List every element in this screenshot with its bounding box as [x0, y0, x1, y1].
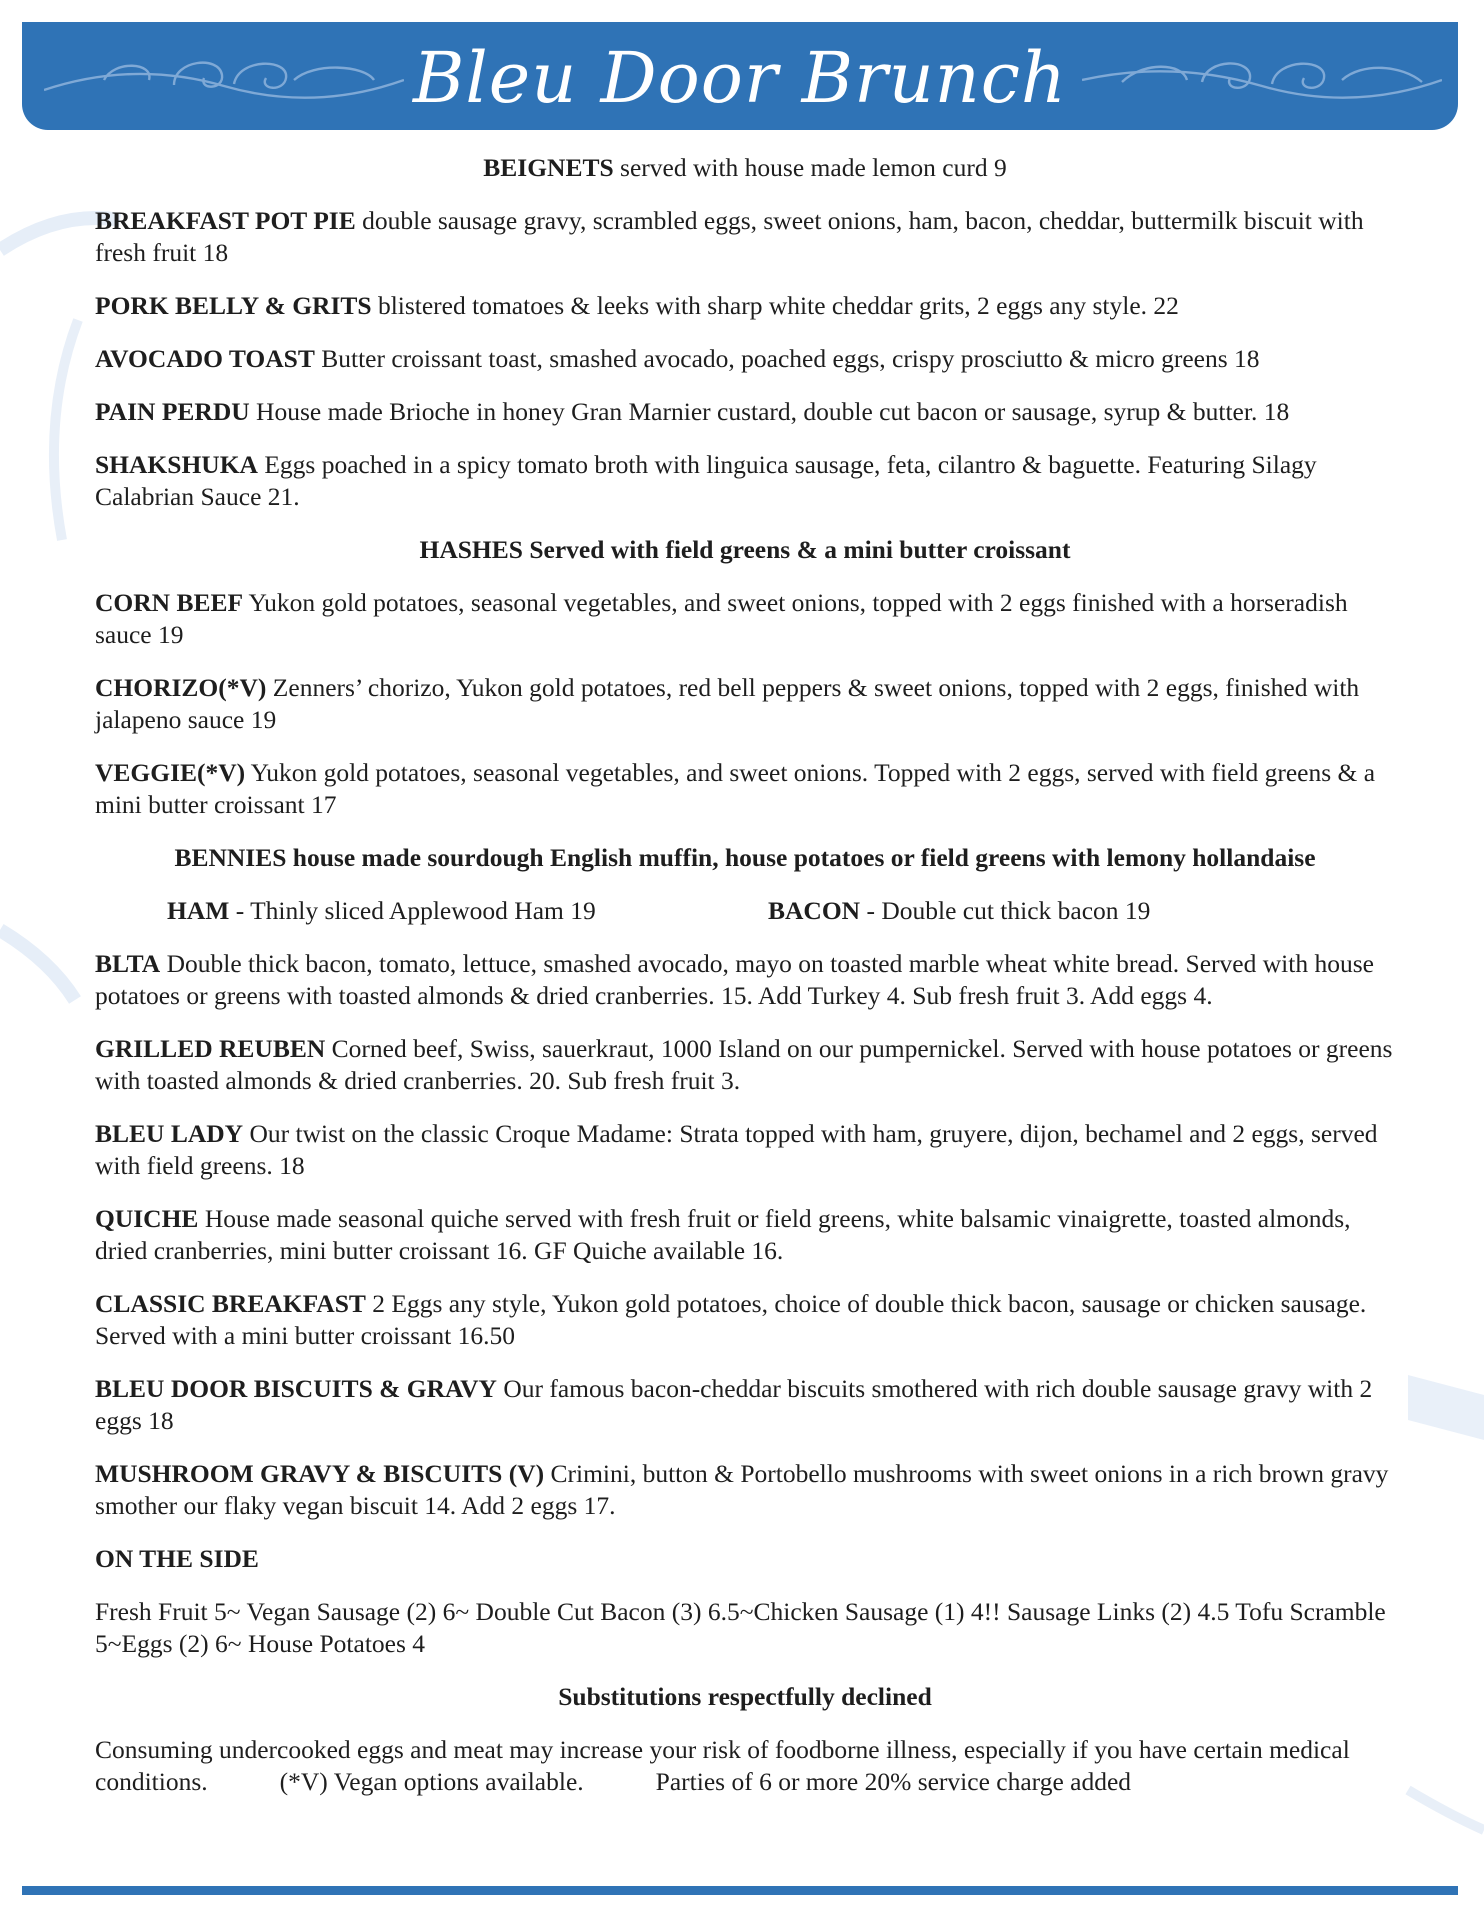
item-description: Butter croissant toast, smashed avocado, poached eggs, crispy prosciutto & micro greens 18: [314, 344, 1260, 373]
bennies-bacon: [768, 895, 1150, 927]
foodborne-warning: Consuming undercooked eggs and meat may increase your risk of foodborne illness, especially if you have certain medical conditions.: [95, 1735, 1350, 1796]
menu-item: [95, 587, 1395, 651]
menu-item: [95, 449, 1395, 513]
bennies-options: [95, 895, 1395, 927]
item-name: BEIGNETS: [483, 153, 614, 182]
item-name: PAIN PERDU: [95, 397, 250, 426]
item-name: CHORIZO(*V): [95, 673, 267, 702]
item-name: HAM: [167, 896, 230, 925]
item-name: VEGGIE(*V): [95, 758, 246, 787]
item-description: House made Brioche in honey Gran Marnier custard, double cut bacon or sausage, syrup & butter. 18: [249, 397, 1290, 426]
header-banner: [22, 22, 1458, 130]
item-description: Our twist on the classic Croque Madame: Strata topped with ham, gruyere, dijon, bechamel and 2 eggs, served with field greens. 18: [95, 1119, 1378, 1180]
menu-item: [95, 343, 1395, 375]
footer-disclaimer: [95, 1734, 1395, 1798]
item-description: Yukon gold potatoes, seasonal vegetables, and sweet onions, topped with 2 eggs finished with a horseradish sauce 19: [95, 588, 1348, 649]
section-heading-bennies: [95, 842, 1395, 874]
substitutions-text: Substitutions respectfully declined: [558, 1682, 932, 1711]
page-title: Bleu Door Brunch: [412, 37, 1068, 119]
item-name: BACON: [768, 896, 861, 925]
menu-body: [95, 152, 1395, 1819]
item-name: AVOCADO TOAST: [95, 344, 315, 373]
bennies-ham: [167, 895, 596, 927]
menu-item: [95, 396, 1395, 428]
menu-item: [95, 205, 1395, 269]
item-description: double sausage gravy, scrambled eggs, sweet onions, ham, bacon, cheddar, buttermilk biscuit with fresh fruit 18: [95, 206, 1364, 267]
item-name: BREAKFAST POT PIE: [95, 206, 356, 235]
item-description: Crimini, button & Portobello mushrooms with sweet onions in a rich brown gravy smother our flaky vegan biscuit 14. Add 2 eggs 17.: [95, 1459, 1389, 1520]
item-description: Double thick bacon, tomato, lettuce, smashed avocado, mayo on toasted marble wheat white bread. Served with house potatoes or greens with toasted almonds & dried cranberries. 15. Add Turkey 4. Sub fresh fruit 3. Add eggs 4.: [95, 949, 1374, 1010]
menu-item: [95, 672, 1395, 736]
item-description: served with house made lemon curd 9: [613, 153, 1007, 182]
item-description: Zenners’ chorizo, Yukon gold potatoes, red bell peppers & sweet onions, topped with 2 eggs, finished with jalapeno sauce 19: [95, 673, 1360, 734]
item-description: House made seasonal quiche served with fresh fruit or field greens, white balsamic vinaigrette, toasted almonds, dried cranberries, mini butter croissant 16. GF Quiche available 16.: [95, 1204, 1351, 1265]
menu-item: [95, 1373, 1395, 1437]
substitutions-note: [95, 1681, 1395, 1713]
menu-item: [95, 1458, 1395, 1522]
item-name: PORK BELLY & GRITS: [95, 291, 372, 320]
section-heading-hashes: [95, 534, 1395, 566]
hashes-heading-text: HASHES Served with field greens & a mini butter croissant: [419, 535, 1071, 564]
vegan-note: (*V) Vegan options available.: [279, 1767, 584, 1796]
item-name: CORN BEEF: [95, 588, 244, 617]
sides-list: Fresh Fruit 5~ Vegan Sausage (2) 6~ Double Cut Bacon (3) 6.5~Chicken Sausage (1) 4!! Sausage Links (2) 4.5 Tofu Scramble 5~Eggs (2) 6~ House Potatoes 4: [95, 1597, 1386, 1658]
section-heading-sides: [95, 1543, 1395, 1575]
item-description: Our famous bacon-cheddar biscuits smothered with rich double sausage gravy with 2 eggs 18: [95, 1374, 1373, 1435]
sides-heading-text: ON THE SIDE: [95, 1544, 259, 1573]
menu-item: [95, 1118, 1395, 1182]
item-name: BLEU DOOR BISCUITS & GRAVY: [95, 1374, 497, 1403]
service-charge-note: Parties of 6 or more 20% service charge added: [655, 1767, 1132, 1796]
item-description: Yukon gold potatoes, seasonal vegetables, and sweet onions. Topped with 2 eggs, served with field greens & a mini butter croissant 17: [95, 758, 1376, 819]
item-description: - Thinly sliced Applewood Ham 19: [229, 896, 596, 925]
menu-item: [95, 290, 1395, 322]
menu-item: [95, 1033, 1395, 1097]
menu-item: [95, 1203, 1395, 1267]
menu-item: [95, 1288, 1395, 1352]
item-description: 2 Eggs any style, Yukon gold potatoes, choice of double thick bacon, sausage or chicken sausage. Served with a mini butter croissant 16.50: [95, 1289, 1367, 1350]
item-name: MUSHROOM GRAVY & BISCUITS (V): [95, 1459, 545, 1488]
menu-item: [95, 948, 1395, 1012]
footer-rule: [22, 1886, 1458, 1895]
item-description: - Double cut thick bacon 19: [860, 896, 1151, 925]
item-name: QUICHE: [95, 1204, 199, 1233]
item-name: BLTA: [95, 949, 161, 978]
bennies-heading-text: BENNIES house made sourdough English muffin, house potatoes or field greens with lemony hollandaise: [174, 843, 1316, 872]
menu-item-beignets: [95, 152, 1395, 184]
item-name: SHAKSHUKA: [95, 450, 258, 479]
menu-item: [95, 757, 1395, 821]
item-description: blistered tomatoes & leeks with sharp white cheddar grits, 2 eggs any style. 22: [371, 291, 1179, 320]
item-name: CLASSIC BREAKFAST: [95, 1289, 366, 1318]
item-description: Eggs poached in a spicy tomato broth with linguica sausage, feta, cilantro & baguette. Featuring Silagy Calabrian Sauce 21.: [95, 450, 1317, 511]
item-name: GRILLED REUBEN: [95, 1034, 326, 1063]
item-name: BLEU LADY: [95, 1119, 244, 1148]
item-description: Corned beef, Swiss, sauerkraut, 1000 Island on our pumpernickel. Served with house potatoes or greens with toasted almonds & dried cranberries. 20. Sub fresh fruit 3.: [95, 1034, 1393, 1095]
